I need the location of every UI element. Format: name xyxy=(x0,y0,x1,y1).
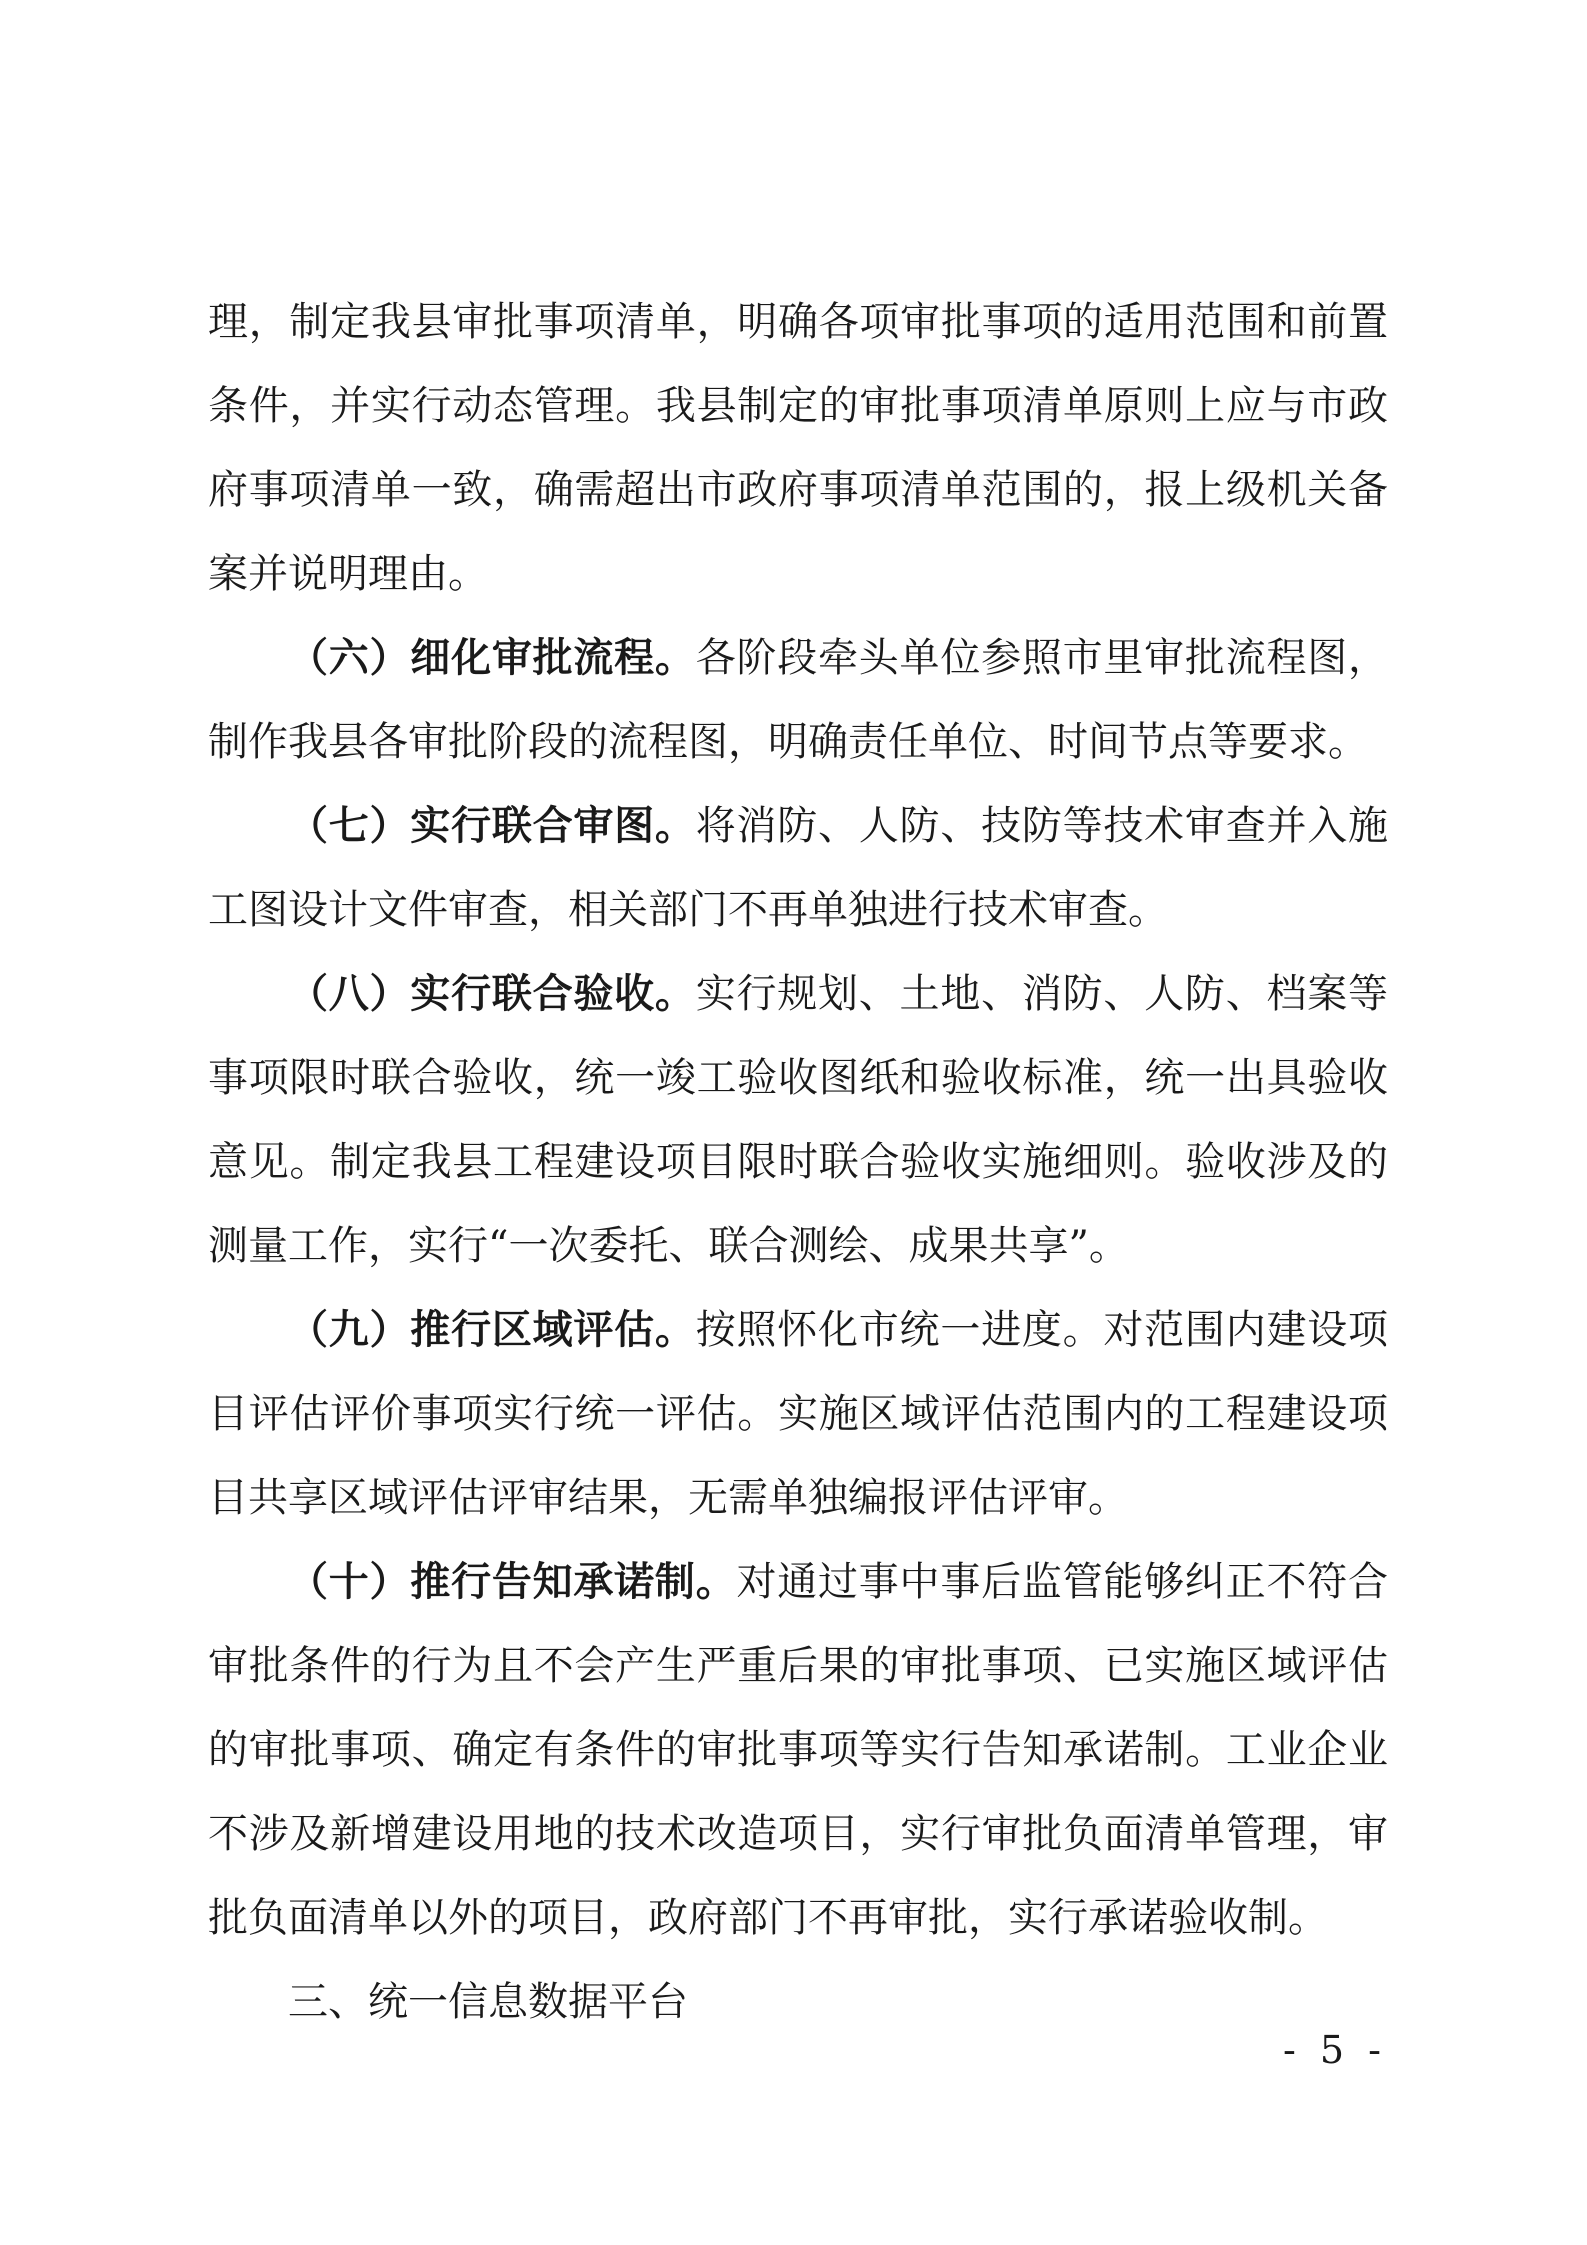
paragraph-heading: （七）实行联合审图。 xyxy=(288,803,696,849)
paragraph-heading: （八）实行联合验收。 xyxy=(288,971,696,1017)
paragraph-heading: （十）推行告知承诺制。 xyxy=(288,1559,737,1605)
paragraph-heading: （六）细化审批流程。 xyxy=(288,635,696,681)
paragraph-text: 理，制定我县审批事项清单，明确各项审批事项的适用范围和前置条件，并实行动态管理。我县制定的审批事项清单原则上应与市政府事项清单一致，确需超出市政府事项清单范围的，报上级机关备案并说明理由。 xyxy=(208,299,1388,597)
paragraph-notification-commitment xyxy=(208,1540,1388,1960)
page-number: - 5 - xyxy=(1282,2028,1387,2072)
paragraph-heading: （九）推行区域评估。 xyxy=(288,1307,696,1353)
paragraph-joint-drawing-review xyxy=(208,784,1388,952)
paragraph-regional-assessment xyxy=(208,1288,1388,1540)
paragraph-refine-approval-process xyxy=(208,616,1388,784)
paragraph-joint-acceptance xyxy=(208,952,1388,1288)
paragraph-text: 将消防、人防、技防等技术审查并入施工图设计文件审查，相关部门不再单独进行技术审查。 xyxy=(208,803,1389,933)
paragraph-text: 按照怀化市统一进度。对范围内建设项目评估评价事项实行统一评估。实施区域评估范围内的工程建设项目共享区域评估评审结果，无需单独编报评估评审。 xyxy=(208,1307,1389,1521)
paragraph-text: 实行规划、土地、消防、人防、档案等事项限时联合验收，统一竣工验收图纸和验收标准，统一出具验收意见。制定我县工程建设项目限时联合验收实施细则。验收涉及的测量工作，实行“一次委托、联合测绘、成果共享”。 xyxy=(208,971,1389,1269)
paragraph-text: 各阶段牵头单位参照市里审批流程图，制作我县各审批阶段的流程图，明确责任单位、时间节点等要求。 xyxy=(208,635,1389,765)
paragraph-text: 对通过事中事后监管能够纠正不符合审批条件的行为且不会产生严重后果的审批事项、已实施区域评估的审批事项、确定有条件的审批事项等实行告知承诺制。工业企业不涉及新增建设用地的技术改造项目，实行审批负面清单管理，审批负面清单以外的项目，政府部门不再审批，实行承诺验收制。 xyxy=(208,1559,1389,1941)
paragraph-continuation xyxy=(208,280,1388,616)
document-body xyxy=(208,280,1388,2044)
section-heading: 三、统一信息数据平台 xyxy=(288,1979,688,2025)
